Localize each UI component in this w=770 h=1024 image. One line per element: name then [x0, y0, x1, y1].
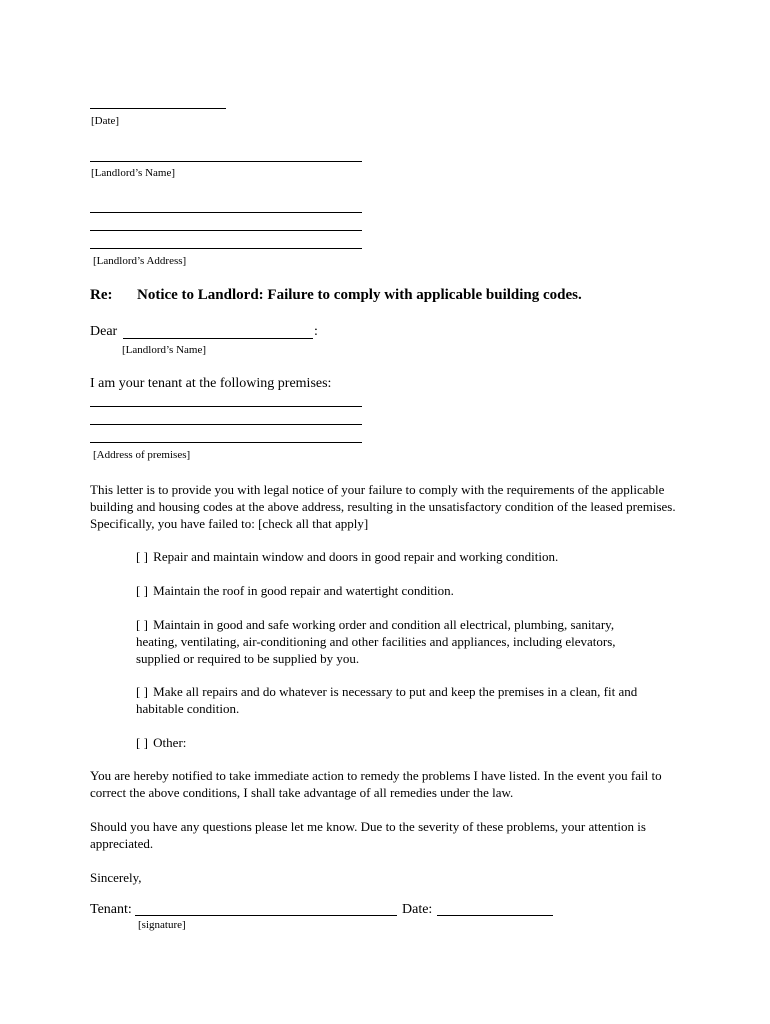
re-label: Re: — [90, 287, 113, 303]
option-habitable[interactable] — [136, 683, 671, 717]
landlord-name-label: [Landlord’s Name] — [91, 167, 175, 179]
questions-paragraph: Should you have any questions please let me know. Due to the severity of these problems, your attention is appreciated. — [90, 819, 646, 851]
dear-name-line[interactable] — [123, 338, 313, 339]
premises-line-1[interactable] — [90, 406, 362, 407]
landlord-address-line-1[interactable] — [90, 212, 362, 213]
signature-label: [signature] — [138, 919, 186, 931]
option-text: Repair and maintain window and doors in good repair and working condition. — [153, 549, 559, 564]
premises-line-2[interactable] — [90, 424, 362, 425]
checkbox-habitable[interactable]: [ ] — [136, 684, 148, 699]
premises-line-3[interactable] — [90, 442, 362, 443]
notice-paragraph: You are hereby notified to take immediate action to remedy the problems I have listed. In the event you fail to correct the above conditions, I shall take advantage of all remedies under the law. — [90, 768, 662, 800]
premises-intro: I am your tenant at the following premises: — [90, 376, 332, 391]
landlord-address-line-2[interactable] — [90, 230, 362, 231]
option-text: Make all repairs and do whatever is necessary to put and keep the premises in a clean, fit and habitable condition. — [136, 684, 638, 716]
tenant-date-line[interactable] — [437, 915, 553, 916]
option-repair-windows[interactable] — [136, 548, 676, 565]
checkbox-facilities[interactable]: [ ] — [136, 617, 148, 632]
landlord-address-line-3[interactable] — [90, 248, 362, 249]
option-other[interactable] — [136, 734, 676, 751]
option-text: Other: — [153, 735, 187, 750]
landlord-name-line[interactable] — [90, 161, 362, 162]
dear-text: Dear — [90, 324, 118, 339]
option-text: Maintain the roof in good repair and watertight condition. — [153, 583, 454, 598]
checkbox-other[interactable]: [ ] — [136, 735, 148, 750]
date-line[interactable] — [90, 108, 226, 109]
dear-name-label: [Landlord’s Name] — [122, 344, 206, 356]
option-roof[interactable] — [136, 582, 676, 599]
intro-paragraph: This letter is to provide you with legal notice of your failure to comply with the requirements of the applicable building and housing codes at the above address, resulting in the unsatisfactory condition of the leased premises. Specifically, you have failed to: [check all that apply] — [90, 482, 676, 531]
option-text: Maintain in good and safe working order and condition all electrical, plumbing, sanitary, heating, ventilating, air-conditioning and other facilities and appliances, including elevators, supplied or required to be supplied by you. — [136, 617, 616, 666]
checkbox-repair-windows[interactable]: [ ] — [136, 549, 148, 564]
tenant-date-label: Date: — [402, 902, 433, 917]
tenant-signature-line[interactable] — [135, 915, 397, 916]
premises-address-label: [Address of premises] — [93, 449, 191, 461]
date-label: [Date] — [91, 115, 120, 127]
option-facilities[interactable] — [136, 616, 656, 667]
tenant-label: Tenant: — [90, 902, 132, 917]
sincerely: Sincerely, — [90, 870, 142, 885]
dear-colon: : — [314, 324, 318, 339]
landlord-address-label: [Landlord’s Address] — [93, 255, 187, 267]
checkbox-roof[interactable]: [ ] — [136, 583, 148, 598]
subject-title: Notice to Landlord: Failure to comply with applicable building codes. — [137, 287, 582, 303]
